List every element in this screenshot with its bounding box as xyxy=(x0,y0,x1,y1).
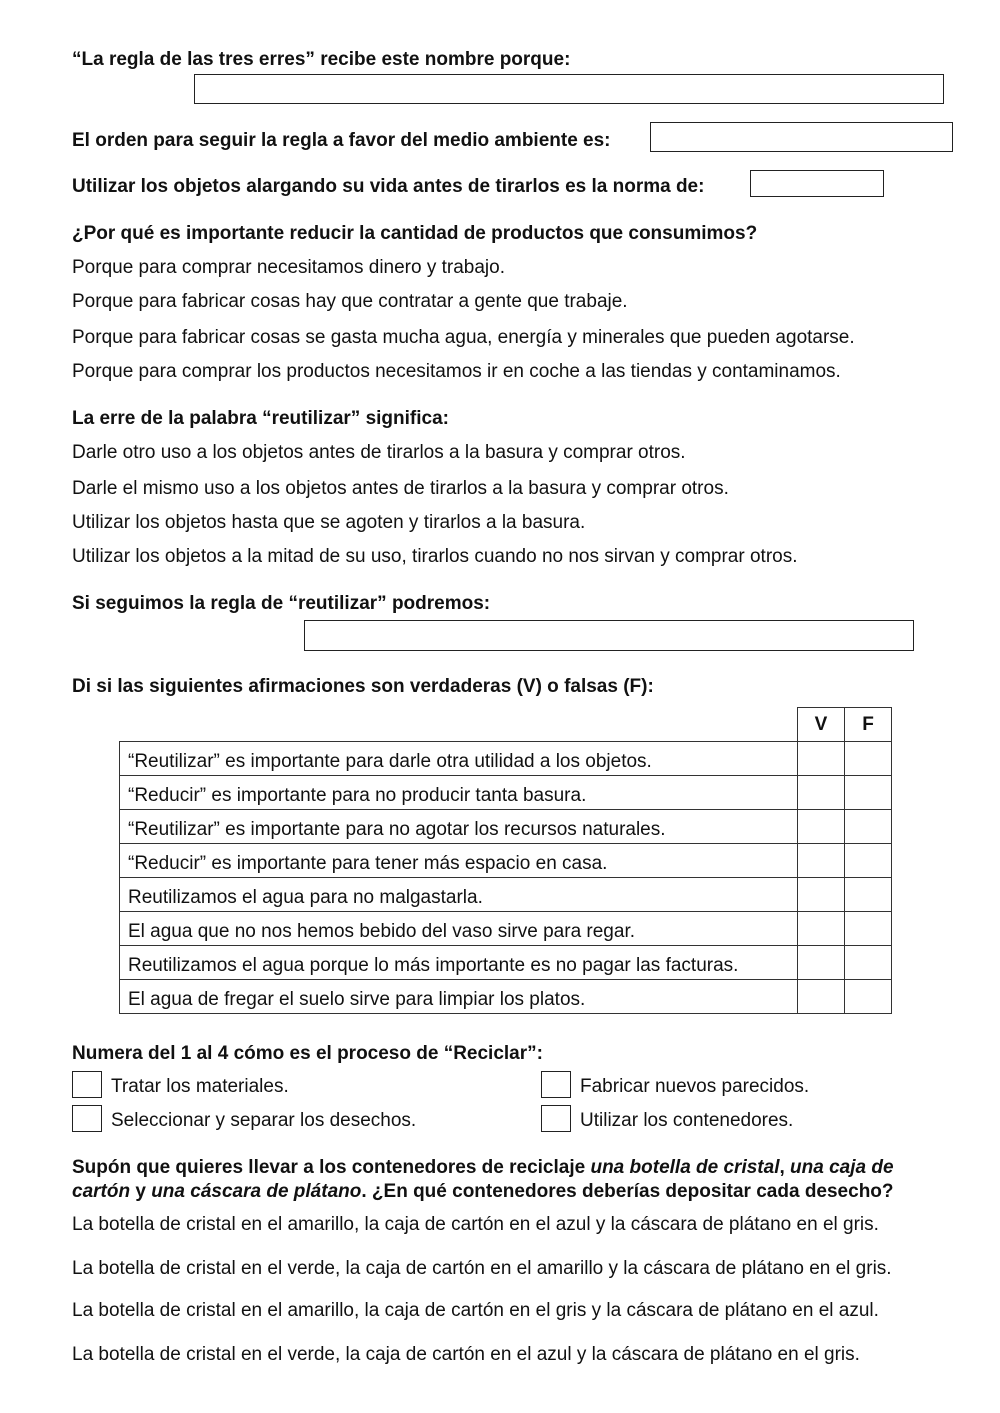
table-row xyxy=(120,776,892,810)
answer-box-3[interactable] xyxy=(750,170,884,197)
statement-cell: “Reducir” es importante para no producir tanta basura. xyxy=(120,776,798,810)
f-answer-cell[interactable] xyxy=(845,912,892,946)
question-2: El orden para seguir la regla a favor del medio ambiente es: xyxy=(72,130,611,151)
q9-option-2[interactable]: La botella de cristal en el verde, la caja de cartón en el amarillo y la cáscara de plátano en el gris. xyxy=(72,1258,892,1279)
statement-cell: “Reutilizar” es importante para darle otra utilidad a los objetos. xyxy=(120,742,798,776)
statement-cell: “Reducir” es importante para tener más espacio en casa. xyxy=(120,844,798,878)
v-answer-cell[interactable] xyxy=(798,980,845,1014)
f-answer-cell[interactable] xyxy=(845,844,892,878)
column-v-header: V xyxy=(798,708,845,742)
column-f-header: F xyxy=(845,708,892,742)
v-answer-cell[interactable] xyxy=(798,810,845,844)
q9-text-4: . ¿En qué contenedores deberías depositar cada desecho? xyxy=(361,1181,894,1202)
v-answer-cell[interactable] xyxy=(798,844,845,878)
step-label-4: Utilizar los contenedores. xyxy=(580,1110,794,1131)
number-box-2[interactable] xyxy=(541,1071,571,1098)
table-row xyxy=(120,844,892,878)
f-answer-cell[interactable] xyxy=(845,878,892,912)
step-label-2: Fabricar nuevos parecidos. xyxy=(580,1076,810,1097)
question-7: Di si las siguientes afirmaciones son verdaderas (V) o falsas (F): xyxy=(72,676,654,697)
statement-cell: “Reutilizar” es importante para no agotar los recursos naturales. xyxy=(120,810,798,844)
f-answer-cell[interactable] xyxy=(845,776,892,810)
v-answer-cell[interactable] xyxy=(798,878,845,912)
q4-option-4[interactable]: Porque para comprar los productos necesitamos ir en coche a las tiendas y contaminamos. xyxy=(72,361,841,382)
table-row xyxy=(120,878,892,912)
answer-box-2[interactable] xyxy=(650,122,953,152)
f-answer-cell[interactable] xyxy=(845,742,892,776)
answer-box-1[interactable] xyxy=(194,74,944,104)
number-box-1[interactable] xyxy=(72,1071,102,1098)
v-answer-cell[interactable] xyxy=(798,946,845,980)
statement-cell: Reutilizamos el agua para no malgastarla. xyxy=(120,878,798,912)
q9-em-1: una botella de cristal xyxy=(590,1157,780,1178)
table-row xyxy=(120,912,892,946)
q4-option-1[interactable]: Porque para comprar necesitamos dinero y trabajo. xyxy=(72,257,506,278)
v-answer-cell[interactable] xyxy=(798,742,845,776)
number-box-3[interactable] xyxy=(72,1105,102,1132)
q5-option-2[interactable]: Darle el mismo uso a los objetos antes de tirarlos a la basura y comprar otros. xyxy=(72,478,729,499)
question-4: ¿Por qué es importante reducir la cantidad de productos que consumimos? xyxy=(72,223,758,244)
f-answer-cell[interactable] xyxy=(845,980,892,1014)
answer-box-6[interactable] xyxy=(304,620,914,651)
statement-cell: El agua de fregar el suelo sirve para limpiar los platos. xyxy=(120,980,798,1014)
question-9 xyxy=(72,1156,952,1204)
q4-option-3[interactable]: Porque para fabricar cosas se gasta mucha agua, energía y minerales que pueden agotarse. xyxy=(72,327,855,348)
f-answer-cell[interactable] xyxy=(845,810,892,844)
q4-option-2[interactable]: Porque para fabricar cosas hay que contratar a gente que trabaje. xyxy=(72,291,628,312)
q5-option-3[interactable]: Utilizar los objetos hasta que se agoten y tirarlos a la basura. xyxy=(72,512,586,533)
q9-em-3: una cáscara de plátano xyxy=(151,1181,362,1202)
q9-option-3[interactable]: La botella de cristal en el amarillo, la caja de cartón en el gris y la cáscara de plátano en el azul. xyxy=(72,1300,879,1321)
table-header-row xyxy=(120,708,892,742)
table-header-blank xyxy=(120,708,798,742)
statement-cell: Reutilizamos el agua porque lo más importante es no pagar las facturas. xyxy=(120,946,798,980)
question-6: Si seguimos la regla de “reutilizar” podremos: xyxy=(72,593,491,614)
q9-option-1[interactable]: La botella de cristal en el amarillo, la caja de cartón en el azul y la cáscara de plátano en el gris. xyxy=(72,1214,879,1235)
table-row xyxy=(120,980,892,1014)
q9-em-2: una caja de cartón xyxy=(72,1157,894,1202)
q9-option-4[interactable]: La botella de cristal en el verde, la caja de cartón en el azul y la cáscara de plátano en el gris. xyxy=(72,1344,860,1365)
f-answer-cell[interactable] xyxy=(845,946,892,980)
table-row xyxy=(120,946,892,980)
question-8: Numera del 1 al 4 cómo es el proceso de “Reciclar”: xyxy=(72,1043,543,1064)
v-answer-cell[interactable] xyxy=(798,912,845,946)
table-row xyxy=(120,810,892,844)
statement-cell: El agua que no nos hemos bebido del vaso sirve para regar. xyxy=(120,912,798,946)
true-false-table xyxy=(119,707,892,1014)
step-label-3: Seleccionar y separar los desechos. xyxy=(111,1110,417,1131)
q9-text-3: y xyxy=(130,1181,152,1202)
q5-option-1[interactable]: Darle otro uso a los objetos antes de tirarlos a la basura y comprar otros. xyxy=(72,442,686,463)
table-row xyxy=(120,742,892,776)
question-5: La erre de la palabra “reutilizar” significa: xyxy=(72,408,449,429)
step-label-1: Tratar los materiales. xyxy=(111,1076,289,1097)
q9-text-2: , xyxy=(779,1157,791,1178)
number-box-4[interactable] xyxy=(541,1105,571,1132)
q5-option-4[interactable]: Utilizar los objetos a la mitad de su uso, tirarlos cuando no nos sirvan y comprar otros. xyxy=(72,546,798,567)
v-answer-cell[interactable] xyxy=(798,776,845,810)
question-1: “La regla de las tres erres” recibe este nombre porque: xyxy=(72,49,571,70)
question-3: Utilizar los objetos alargando su vida antes de tirarlos es la norma de: xyxy=(72,176,705,197)
q9-text-1: Supón que quieres llevar a los contenedores de reciclaje xyxy=(72,1157,591,1178)
